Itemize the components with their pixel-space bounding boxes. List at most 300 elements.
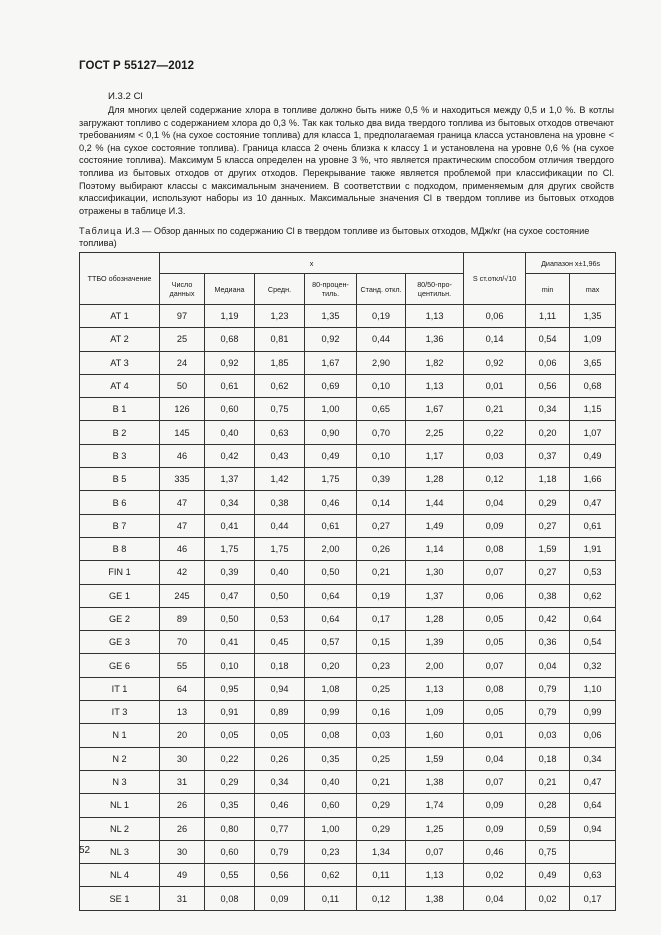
table-row [80,491,616,514]
table-cell: 0,02 [464,864,526,887]
table-cell: 1,67 [406,398,464,421]
table-row [80,537,616,560]
table-cell: 126 [160,398,205,421]
header-mean: Средн. [255,274,305,305]
table-cell: 0,05 [205,724,255,747]
table-cell: 0,46 [305,491,357,514]
header-min: min [526,274,570,305]
table-cell: 0,47 [205,584,255,607]
table-cell: 2,00 [305,537,357,560]
table-cell: 0,01 [464,374,526,397]
table-cell: 0,54 [526,328,570,351]
table-cell: B 7 [80,514,160,537]
table-cell: 97 [160,305,205,328]
table-cell: 1,91 [570,537,616,560]
table-cell: 245 [160,584,205,607]
table-cell: 0,92 [205,351,255,374]
table-cell: 0,25 [357,747,406,770]
table-cell: 31 [160,770,205,793]
table-cell: 0,35 [205,794,255,817]
table-cell: 1,67 [305,351,357,374]
table-cell: 0,37 [526,444,570,467]
table-row [80,374,616,397]
table-body [80,305,616,911]
table-cell: 0,38 [255,491,305,514]
table-row [80,887,616,910]
table-cell: 0,18 [526,747,570,770]
table-cell: NL 4 [80,864,160,887]
table-cell: 0,42 [526,607,570,630]
page-number: 52 [79,845,91,856]
table-cell: B 3 [80,444,160,467]
table-row [80,701,616,724]
table-cell: 1,13 [406,305,464,328]
table-cell: GE 2 [80,607,160,630]
table-cell: 0,60 [205,398,255,421]
table-cell: 47 [160,491,205,514]
table-cell: 0,60 [205,840,255,863]
table-cell: 0,04 [464,491,526,514]
table-cell: 0,02 [526,887,570,910]
table-cell: 0,91 [205,701,255,724]
table-cell: 0,27 [357,514,406,537]
table-cell: 0,21 [357,561,406,584]
table-cell: 0,62 [570,584,616,607]
table-cell: 0,65 [357,398,406,421]
header-x: x [160,253,464,274]
table-row [80,864,616,887]
table-cell: 0,69 [305,374,357,397]
table-cell: 0,18 [255,654,305,677]
table-cell: 0,70 [357,421,406,444]
table-cell: 1,13 [406,677,464,700]
table-cell: 0,99 [305,701,357,724]
table-cell: 0,22 [205,747,255,770]
table-cell: 13 [160,701,205,724]
table-cell: 0,04 [526,654,570,677]
table-cell: 0,56 [255,864,305,887]
table-cell: 1,23 [255,305,305,328]
table-cell: 0,39 [205,561,255,584]
table-cell: 0,05 [464,631,526,654]
table-cell: 0,80 [205,817,255,840]
table-cell: 0,06 [570,724,616,747]
table-row [80,770,616,793]
table-cell: 46 [160,537,205,560]
table-cell: IT 3 [80,701,160,724]
table-cell: 0,34 [205,491,255,514]
table-cell: 0,20 [526,421,570,444]
table-cell: 1,37 [205,468,255,491]
table-cell: 0,25 [357,677,406,700]
table-cell: 335 [160,468,205,491]
table-cell: 1,75 [305,468,357,491]
table-cell: 0,34 [526,398,570,421]
table-cell: 0,19 [357,584,406,607]
table-cell: 55 [160,654,205,677]
table-cell: 0,63 [255,421,305,444]
table-cell: 0,32 [570,654,616,677]
table-cell: 0,40 [255,561,305,584]
table-cell: 0,34 [255,770,305,793]
table-row [80,747,616,770]
table-cell: 0,44 [357,328,406,351]
table-cell: 2,00 [406,654,464,677]
table-cell: 1,28 [406,607,464,630]
table-cell: 0,23 [357,654,406,677]
table-cell: 0,61 [205,374,255,397]
table-cell: 0,11 [305,887,357,910]
table-row [80,468,616,491]
chlorine-data-table [79,252,616,911]
table-cell: 0,63 [570,864,616,887]
table-cell: 0,10 [357,374,406,397]
table-cell: 0,81 [255,328,305,351]
table-cell: 0,04 [464,747,526,770]
table-cell: 0,94 [570,817,616,840]
table-cell: 70 [160,631,205,654]
table-cell: 0,34 [570,747,616,770]
table-row [80,794,616,817]
table-cell: 0,53 [570,561,616,584]
table-cell: 0,79 [526,701,570,724]
table-cell: 0,39 [357,468,406,491]
table-cell: 1,36 [406,328,464,351]
table-cell: 0,61 [305,514,357,537]
table-cell: 1,82 [406,351,464,374]
header-std: Станд. откл. [357,274,406,305]
table-row [80,631,616,654]
table-cell: 0,21 [464,398,526,421]
table-cell: 49 [160,864,205,887]
table-cell: NL 3 [80,840,160,863]
table-cell: 0,92 [305,328,357,351]
table-cell: 0,14 [464,328,526,351]
table-cell: 0,15 [357,631,406,654]
table-cell: 1,85 [255,351,305,374]
table-cell: 1,42 [255,468,305,491]
table-cell: 0,92 [464,351,526,374]
header-max: max [570,274,616,305]
table-cell: 0,12 [464,468,526,491]
table-cell: 0,44 [255,514,305,537]
table-cell: 1,66 [570,468,616,491]
table-cell: 89 [160,607,205,630]
table-cell: 2,25 [406,421,464,444]
table-cell: 0,03 [357,724,406,747]
table-cell: 145 [160,421,205,444]
table-cell: 0,29 [526,491,570,514]
paragraph: Для многих целей содержание хлора в топливе должно быть ниже 0,5 % и находиться между 0,5 и 1,0 %. В котлы загружают топливо с содержанием хлора до 0,3 %. Так как только два вида твердого топлива из бытовых отходов отвечают требованиям < 0,1 % (на сухое состояние топлива) для класса 1, предполагаемая граница класса установлена на уровне < 0,2 % (на сухое состояние топлива). Граница класса 2 очень близка к классу 1 и установлена на уровне 0,6 % (на сухое состояние топлива). Максимум 5 класса определен на уровне 3 %, что является практическим способом отличия твердого топлива из бытовых отходов от других отходов. Перекрывание также является проблемой при классификации по Cl. Поэтому выбирают классы с максимальным значением. В соответствии с подходом, применяемым для других свойств классификации, используют наборы из 10 данных. Максимальные значения Cl в твердом топливе из бытовых отходов отражены в таблице И.3. [79,105,614,216]
table-cell: 1,15 [570,398,616,421]
table-cell: 30 [160,747,205,770]
table-cell: 1,08 [305,677,357,700]
table-cell: 0,49 [526,864,570,887]
table-cell: 0,38 [526,584,570,607]
table-cell: 0,08 [464,677,526,700]
table-cell: 0,08 [205,887,255,910]
table-cell: 64 [160,677,205,700]
table-cell: B 5 [80,468,160,491]
table-cell: NL 1 [80,794,160,817]
table-cell: 1,17 [406,444,464,467]
table-row [80,444,616,467]
header-ttbo: ТТБО обозначение [80,253,160,305]
table-cell: 1,00 [305,398,357,421]
table-cell: 0,41 [205,514,255,537]
table-cell: 0,21 [357,770,406,793]
table-cell [570,840,616,863]
table-cell: 0,05 [255,724,305,747]
table-row [80,677,616,700]
table-cell: B 6 [80,491,160,514]
table-cell: 0,89 [255,701,305,724]
table-cell: 0,07 [464,770,526,793]
table-cell: 1,39 [406,631,464,654]
table-cell: 0,23 [305,840,357,863]
table-cell: 31 [160,887,205,910]
table-cell: 0,75 [526,840,570,863]
table-cell: 1,38 [406,770,464,793]
table-cell: 0,10 [205,654,255,677]
table-cell: 0,47 [570,770,616,793]
table-cell: 0,01 [464,724,526,747]
document-header: ГОСТ Р 55127—2012 [79,60,195,72]
table-cell: AT 3 [80,351,160,374]
table-row [80,421,616,444]
table-cell: 0,17 [357,607,406,630]
table-cell: NL 2 [80,817,160,840]
table-caption-text: И.3 — Обзор данных по содержанию Cl в твердом топливе из бытовых отходов, МДж/кг (на сухое состояние топлива) [79,226,590,249]
table-cell: 3,65 [570,351,616,374]
table-cell: IT 1 [80,677,160,700]
table-cell: 24 [160,351,205,374]
table-cell: 0,50 [305,561,357,584]
table-cell: FIN 1 [80,561,160,584]
table-cell: N 2 [80,747,160,770]
table-cell: 1,75 [255,537,305,560]
table-row [80,305,616,328]
table-cell: 0,07 [464,561,526,584]
table-cell: 0,36 [526,631,570,654]
table-cell: 1,07 [570,421,616,444]
table-cell: GE 6 [80,654,160,677]
table-cell: 0,47 [570,491,616,514]
table-cell: 0,54 [570,631,616,654]
table-cell: 0,50 [205,607,255,630]
table-cell: 0,06 [526,351,570,374]
header-p80: 80-процен-тиль. [305,274,357,305]
table-cell: 0,26 [255,747,305,770]
table-cell: 0,40 [305,770,357,793]
table-cell: 0,17 [570,887,616,910]
table-cell: 0,79 [526,677,570,700]
table-cell: 0,61 [570,514,616,537]
table-cell: 0,05 [464,607,526,630]
table-cell: 0,16 [357,701,406,724]
header-range: Диапазон x±1,96s [526,253,616,274]
table-row [80,817,616,840]
table-cell: 0,06 [464,584,526,607]
table-cell: 42 [160,561,205,584]
table-row [80,514,616,537]
table-cell: 0,60 [305,794,357,817]
table-cell: 1,18 [526,468,570,491]
table-cell: 47 [160,514,205,537]
table-cell: 0,41 [205,631,255,654]
table-cell: 0,19 [357,305,406,328]
table-cell: 0,08 [305,724,357,747]
table-cell: 0,64 [305,584,357,607]
table-cell: 0,46 [255,794,305,817]
table-cell: 0,57 [305,631,357,654]
table-cell: 0,45 [255,631,305,654]
table-cell: 30 [160,840,205,863]
table-row [80,328,616,351]
table-cell: 26 [160,794,205,817]
table-cell: GE 3 [80,631,160,654]
header-count: Число данных [160,274,205,305]
table-cell: 0,21 [526,770,570,793]
table-cell: 0,79 [255,840,305,863]
table-cell: 1,49 [406,514,464,537]
table-cell: 1,09 [570,328,616,351]
table-cell: N 1 [80,724,160,747]
table-cell: N 3 [80,770,160,793]
table-caption-label: Таблица [79,226,123,236]
table-cell: 1,75 [205,537,255,560]
table-cell: 0,64 [305,607,357,630]
table-cell: 0,20 [305,654,357,677]
table-cell: B 2 [80,421,160,444]
table-cell: 0,49 [570,444,616,467]
table-cell: 0,56 [526,374,570,397]
table-cell: 1,25 [406,817,464,840]
table-cell: 1,13 [406,864,464,887]
table-cell: 0,11 [357,864,406,887]
table-cell: 20 [160,724,205,747]
table-cell: 0,95 [205,677,255,700]
body-text [79,104,614,217]
table-cell: B 8 [80,537,160,560]
table-cell: 0,07 [464,654,526,677]
table-row [80,351,616,374]
table-cell: 0,64 [570,607,616,630]
table-row [80,584,616,607]
table-cell: 0,94 [255,677,305,700]
table-row [80,607,616,630]
table-cell: 0,03 [526,724,570,747]
table-cell: 25 [160,328,205,351]
table-cell: 0,10 [357,444,406,467]
table-cell: 0,40 [205,421,255,444]
table-cell: 0,68 [205,328,255,351]
table-cell: 0,64 [570,794,616,817]
table-cell: 1,59 [406,747,464,770]
table-row [80,840,616,863]
header-s: S ст.откл/√10 [464,253,526,305]
table-cell: 0,26 [357,537,406,560]
table-cell: 1,37 [406,584,464,607]
table-cell: 1,10 [570,677,616,700]
table-cell: 0,14 [357,491,406,514]
table-cell: 1,30 [406,561,464,584]
table-cell: 0,35 [305,747,357,770]
table-cell: 0,55 [205,864,255,887]
table-cell: 0,09 [255,887,305,910]
table-cell: 0,62 [305,864,357,887]
table-cell: 0,05 [464,701,526,724]
table-cell: 1,13 [406,374,464,397]
table-cell: 1,44 [406,491,464,514]
table-cell: 0,07 [406,840,464,863]
table-cell: 1,35 [305,305,357,328]
table-cell: 0,27 [526,561,570,584]
section-title: И.3.2 Cl [108,91,143,102]
table-cell: 1,38 [406,887,464,910]
table-cell: 1,60 [406,724,464,747]
table-cell: 0,29 [205,770,255,793]
table-cell: 1,34 [357,840,406,863]
table-cell: 0,99 [570,701,616,724]
table-cell: 1,19 [205,305,255,328]
table-cell: 0,43 [255,444,305,467]
table-cell: 0,03 [464,444,526,467]
table-cell: 1,09 [406,701,464,724]
table-cell: 0,09 [464,794,526,817]
table-cell: 1,28 [406,468,464,491]
table-cell: 1,59 [526,537,570,560]
table-cell: 0,22 [464,421,526,444]
table-cell: SE 1 [80,887,160,910]
table-cell: 0,49 [305,444,357,467]
table-row [80,561,616,584]
table-cell: 0,59 [526,817,570,840]
table-cell: 1,14 [406,537,464,560]
table-cell: 46 [160,444,205,467]
table-cell: 0,27 [526,514,570,537]
table-row [80,398,616,421]
table-caption [79,225,615,250]
header-p8050: 80/50-про-центильн. [406,274,464,305]
table-cell: 0,09 [464,817,526,840]
table-cell: B 1 [80,398,160,421]
table-cell: 50 [160,374,205,397]
table-cell: AT 4 [80,374,160,397]
table-cell: 0,12 [357,887,406,910]
table-cell: AT 1 [80,305,160,328]
table-cell: 0,62 [255,374,305,397]
table-cell: 0,90 [305,421,357,444]
table-cell: 0,29 [357,794,406,817]
table-row [80,724,616,747]
table-cell: AT 2 [80,328,160,351]
table-cell: 1,00 [305,817,357,840]
header-median: Медиана [205,274,255,305]
table-cell: 1,35 [570,305,616,328]
table-cell: 0,09 [464,514,526,537]
table-cell: 0,04 [464,887,526,910]
table-cell: 0,46 [464,840,526,863]
table-cell: 0,53 [255,607,305,630]
table-cell: GE 1 [80,584,160,607]
table-cell: 0,75 [255,398,305,421]
table-cell: 0,08 [464,537,526,560]
table-cell: 0,29 [357,817,406,840]
table-cell: 0,42 [205,444,255,467]
table-row [80,654,616,677]
table-cell: 26 [160,817,205,840]
